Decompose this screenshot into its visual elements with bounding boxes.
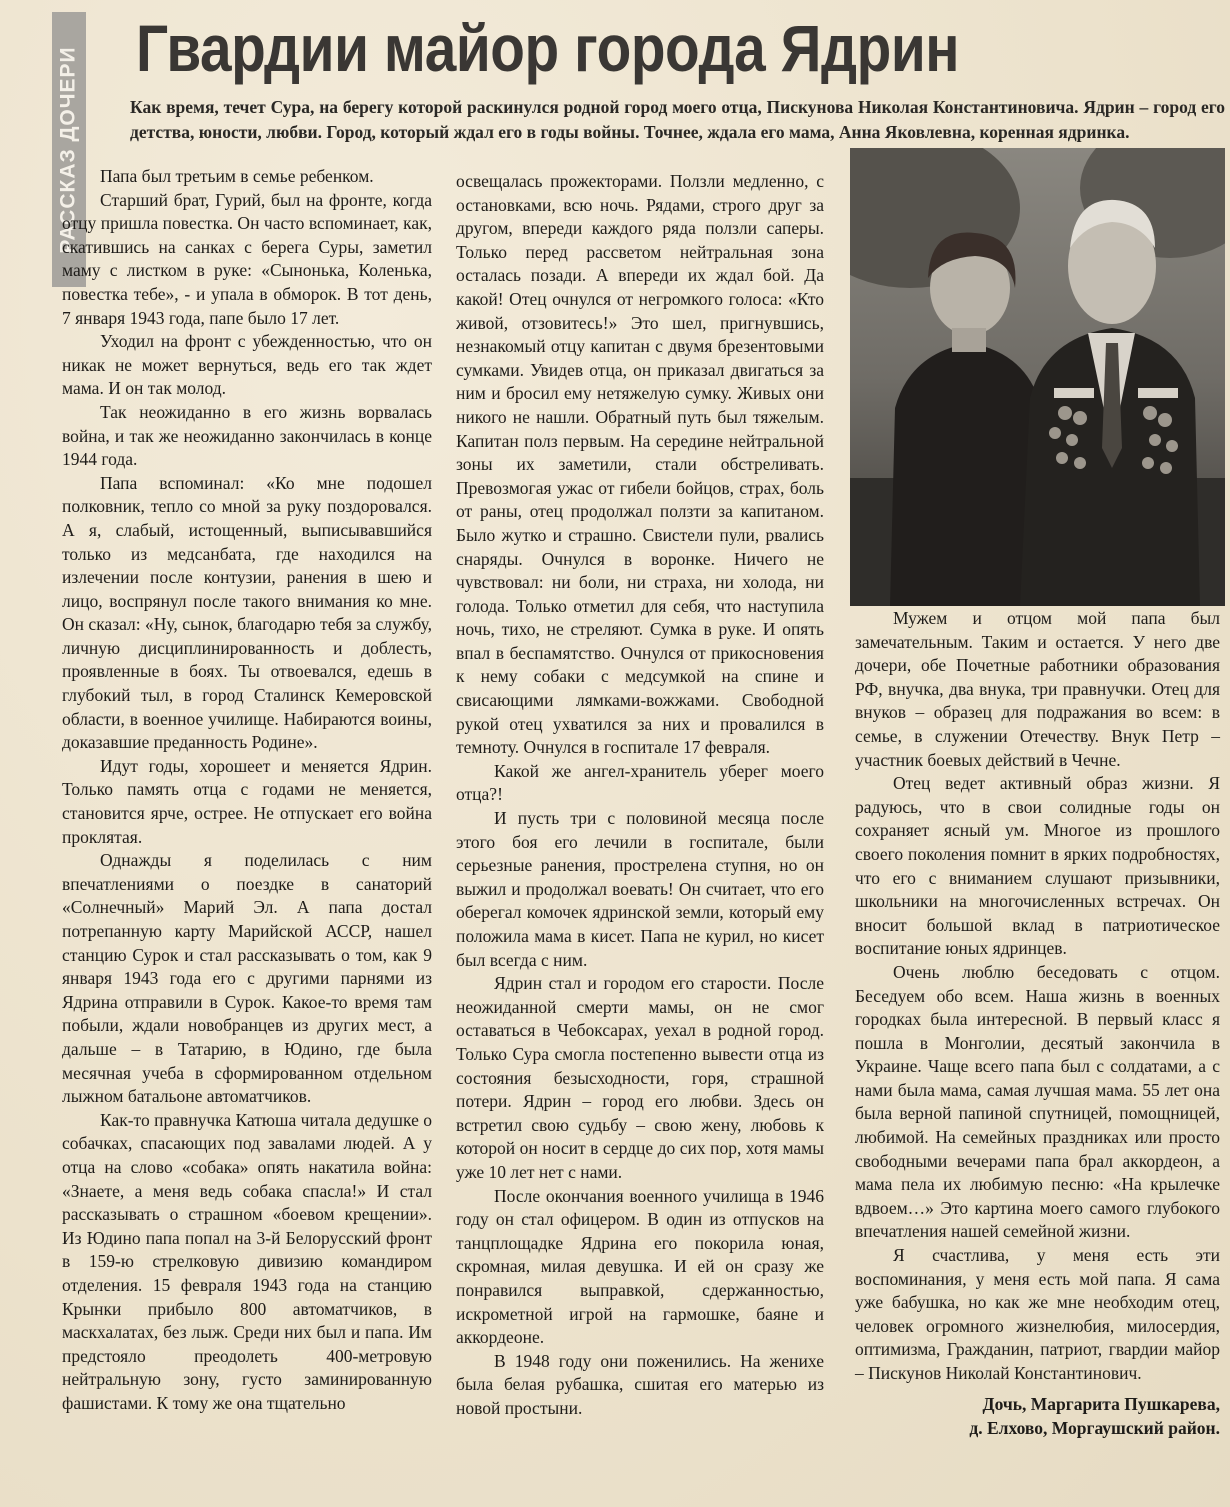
rubric-text: РАССКАЗ ДОЧЕРИ (57, 45, 81, 254)
paragraph: освещалась прожекторами. Ползли медленно, с остановками, всю ночь. Рядами, строго друг за другом, впереди каждого ряда ползли саперы. Только перед рассветом нейтральная зона осталась позади. А впереди их ждал бой. Да какой! Отец очнулся от негромкого голоса: «Кто живой, отзовитесь!» Это шел, пригнувшись, незнакомый отцу капитан с двумя брезентовыми сумками. Увидев отца, он приказал двигаться за ним и бросил ему нетяжелую сумку. Живых они никого не нашли. Обратный путь был тяжелым. Капитан полз первым. На середине нейтральной зоны их заметили, стали обстреливать. Превозмогая ужас от гибели бойцов, страх, боль от раны, отец продолжал ползти за капитаном. Было жутко и страшно. Свистели пули, рвались снаряды. Очнулся в воронке. Ничего не чувствовал: ни боли, ни страха, ни холода, ни голода. Только отметил для себя, что наступила ночь, тихо, не стреляют. Сумка в руке. И опять впал в беспамятство. Очнулся от прикосновения к нему собаки с медсумкой на спине и свисающими лямками-вожжами. Свободной рукой отец ухватился за них и провалился в темноту. Очнулся в госпитале 17 февраля. (456, 171, 824, 758)
paragraph: Так неожиданно в его жизнь ворвалась война, и так же неожиданно закончилась в конце 1944 года. (62, 401, 432, 470)
paragraph: Какой же ангел-хранитель уберег моего отца?! (456, 760, 824, 805)
article-column-1 (62, 165, 432, 1415)
signature-place: д. Елхово, Моргаушский район. (969, 1417, 1220, 1438)
article-title: Гвардии майор города Ядрин (136, 11, 960, 85)
paragraph: Ядрин стал и городом его старости. После неожиданной смерти мамы, он не смог оставаться в Чебоксарах, уехал в родной город. Только Сура смогла постепенно вывести отца из состояния безысходности, горя, страшной потери. Ядрин – город его любви. Здесь он встретил свою судьбу – свою жену, любовь к которой он носит в сердце до сих пор, хотя мамы уже 10 лет нет с нами. (456, 973, 824, 1182)
paragraph: Очень люблю беседовать с отцом. Беседуем обо всем. Наша жизнь в военных городках была интересной. В первый класс я пошла в Монголии, десятый закончила в Украине. Чаще всего папа был с солдатами, а с нами была мама, самая лучшая мама. 55 лет она была верной папиной спутницей, помощницей, любимой. На семейных праздниках или просто свободными вечерами папа брал аккордеон, а мама пела их любимую песню: «На крылечке вдвоем…» Это картина моего самого глубокого впечатления нашей семейной жизни. (855, 961, 1220, 1242)
paragraph: Однажды я поделилась с ним впечатлениями о поездке в санаторий «Солнечный» Марий Эл. А папа достал потрепанную карту Марийской АССР, нашел станцию Сурок и стал рассказывать о том, как 9 января 1943 года его с другими парнями из Ядрина отправили в Сурок. Какое-то время там побыли, ждали новобранцев из других мест, а дальше – в Татарию, в Юдино, где была месячная учеба в сформированном отдельном лыжном батальоне автоматчиков. (62, 850, 432, 1107)
article-column-2 (456, 170, 824, 1420)
family-photo (850, 148, 1225, 606)
photo-illustration (850, 148, 1225, 606)
paragraph: И пусть три с половиной месяца после этого боя его лечили в госпитале, были серьезные ранения, прострелена ступня, но он выжил и продолжал воевать! Он считает, что его оберегал комочек ядринской земли, который ему положила мама в кисет. Папа не курил, но кисет был всегда с ним. (456, 808, 824, 970)
article-lead: Как время, течет Сура, на берегу которой раскинулся родной город моего отца, Пискунова Николая Константиновича. Ядрин – город его детства, юности, любви. Город, который ждал его в годы войны. Точнее, ждала его мама, Анна Яковлевна, коренная ядринка. (130, 97, 1225, 142)
signature (855, 1392, 1220, 1440)
paragraph: Папа вспоминал: «Ко мне подошел полковник, тепло со мной за руку поздоровался. А я, слабый, истощенный, выписывавшийся только из медсанбата, где находился на излечении после контузии, ранения в шею и лицо, воспрянул после такого внимания ко мне. Он сказал: «Ну, сынок, благодарю тебя за службу, личную дисциплинированность и доблесть, проявленные в боях. Ты отвоевался, едешь в глубокий тыл, в город Сталинск Кемеровской области, в военное училище. Набираются воины, доказавшие преданность Родине». (62, 472, 432, 753)
paragraph: Идут годы, хорошеет и меняется Ядрин. Только память отца с годами не меняется, становится ярче, острее. Не отпускает его война проклятая. (62, 755, 432, 847)
paragraph: Старший брат, Гурий, был на фронте, когда отцу пришла повестка. Он часто вспоминает, как, скатившись на санках с берега Суры, заметил маму с листком в руке: «Сынонька, Коленька, повестка тебе», - и упала в обморок. В тот день, 7 января 1943 года, папе было 17 лет. (62, 189, 432, 328)
paragraph: Как-то правнучка Катюша читала дедушке о собачках, спасающих под завалами людей. А у отца на слово «собака» опять накатила война: «Знаете, а меня ведь собака спасла!» И стал рассказывать о страшном «боевом крещении». Из Юдино папа попал на 3-й Белорусский фронт в 159-ю стрелковую дивизию командиром отделения. 15 февраля 1943 года на станцию Крынки прибыло 800 автоматчиков, в маскхалатах, без лыж. Среди них был и папа. Им предстояло преодолеть 400-метровую нейтральную зону, густо заминированную фашистами. К тому же она тщательно (62, 1109, 432, 1413)
article-column-3 (855, 607, 1220, 1440)
paragraph: Отец ведет активный образ жизни. Я радуюсь, что в свои солидные годы он сохраняет ясный ум. Многое из прошлого своего поколения помнит в ярких подробностях, что его с вниманием слушают призывники, школьники на многочисленных встречах. Он вносит большой вклад в патриотическое воспитание юных ядринцев. (855, 773, 1220, 959)
paragraph: После окончания военного училища в 1946 году он стал офицером. В один из отпусков на танцплощадке Ядрина его покорила юная, скромная, милая девушка. И ей он сразу же понравился выправкой, сдержанностью, искрометной игрой на гармошке, баяне и аккордеоне. (456, 1185, 824, 1348)
signature-author: Дочь, Маргарита Пушкарева, (982, 1393, 1220, 1414)
paragraph: В 1948 году они поженились. На женихе была белая рубашка, сшитая его матерью из новой простыни. (456, 1350, 824, 1418)
paragraph: Папа был третьим в семье ребенком. (100, 166, 374, 186)
paragraph: Я счастлива, у меня есть эти воспоминания, у меня есть мой папа. Я сама уже бабушка, но как же мне необходим отец, человек огромного жизнелюбия, милосердия, оптимизма, Гражданин, патриот, гвардии майор – Пискунов Николай Константинович. (855, 1245, 1220, 1383)
paragraph: Мужем и отцом мой папа был замечательным. Таким и остается. У него две дочери, обе Почетные работники образования РФ, внучка, два внука, три правнучки. Отец для внуков – образец для подражания во всем: в семье, в служении Отечеству. Внук Петр – участник боевых действий в Чечне. (855, 608, 1220, 770)
paragraph: Уходил на фронт с убежденностью, что он никак не может вернуться, ведь его так ждет мама. И он так молод. (62, 331, 432, 399)
